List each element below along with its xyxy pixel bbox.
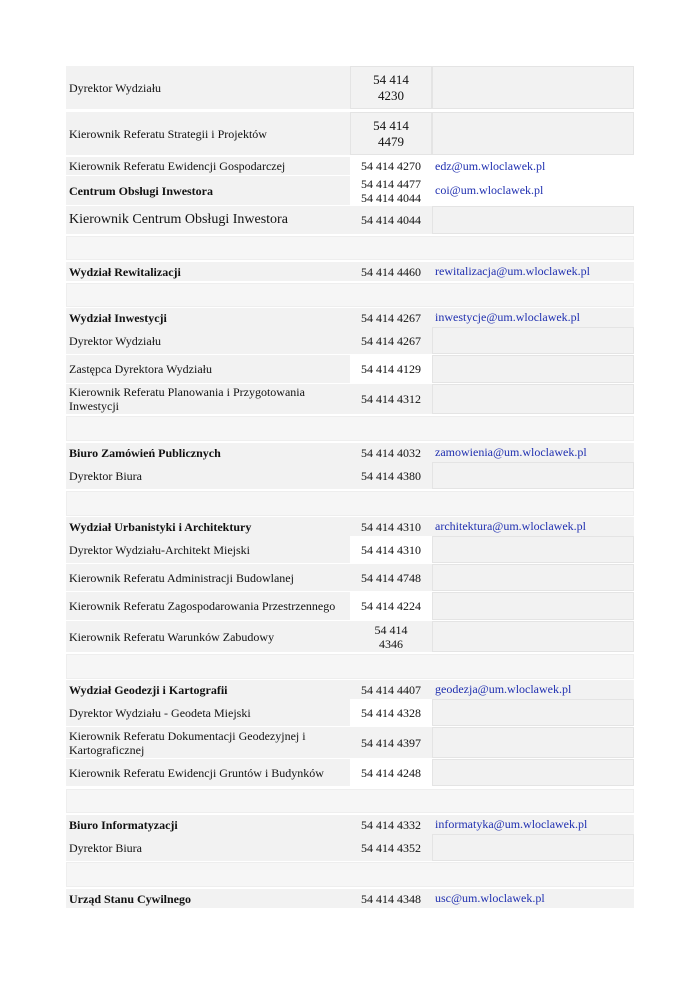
- phone-number: 54 414 4230: [350, 66, 432, 109]
- table-row: [66, 176, 634, 205]
- email-address: [432, 462, 634, 489]
- entry-name: Wydział Urbanistyki i Architektury: [66, 517, 350, 536]
- email-address[interactable]: geodezja@um.wloclawek.pl: [432, 680, 634, 699]
- entry-name: Dyrektor Wydziału - Geodeta Miejski: [66, 699, 350, 726]
- entry-name: Wydział Geodezji i Kartografii: [66, 680, 350, 699]
- entry-name: Kierownik Referatu Administracji Budowlanej: [66, 564, 350, 591]
- phone-number: 54 414 4224: [361, 599, 421, 613]
- phone-number: 54 414 4129: [361, 362, 421, 376]
- table-row: [66, 262, 634, 281]
- section-spacer: [66, 654, 634, 679]
- phone-number: 54 414 4346: [350, 621, 432, 652]
- email-address: [432, 66, 634, 109]
- entry-name: Kierownik Referatu Planowania i Przygotowania Inwestycji: [66, 384, 350, 414]
- phone-number: 54 414 4348: [350, 889, 432, 908]
- section-spacer: [66, 862, 634, 887]
- entry-name: Dyrektor Wydziału: [66, 66, 350, 109]
- phone-number: 54 414 4310: [350, 517, 432, 536]
- phone-number: 54 414 4460: [350, 262, 432, 281]
- phone-number: 54 414 4748: [350, 564, 432, 591]
- email-address: [432, 592, 634, 620]
- section-spacer: [66, 236, 634, 260]
- email-address: [432, 327, 634, 354]
- entry-name: Kierownik Referatu Warunków Zabudowy: [66, 621, 350, 652]
- entry-name: Kierownik Referatu Ewidencji Gospodarczej: [66, 157, 350, 175]
- email-address[interactable]: edz@um.wloclawek.pl: [435, 158, 546, 173]
- table-row: [66, 157, 634, 175]
- email-address[interactable]: coi@um.wloclawek.pl: [435, 183, 544, 197]
- phone-number: 54 414 4310: [361, 542, 421, 557]
- table-row: [66, 536, 634, 563]
- phone-number: 54 414 4032: [350, 443, 432, 462]
- table-row: [66, 443, 634, 462]
- phone-number: 54 414 4407: [350, 680, 432, 699]
- table-row: [66, 206, 634, 234]
- email-address: [432, 699, 634, 726]
- section-spacer: [66, 491, 634, 516]
- entry-name: Dyrektor Biura: [66, 834, 350, 861]
- table-row: [66, 680, 634, 699]
- entry-name: Wydział Inwestycji: [66, 308, 350, 327]
- section-spacer: [66, 283, 634, 307]
- table-row: [66, 355, 634, 383]
- phone-number: 54 414 4380: [350, 462, 432, 489]
- table-row: [66, 815, 634, 834]
- email-address[interactable]: rewitalizacja@um.wloclawek.pl: [432, 262, 634, 281]
- table-row: [66, 112, 634, 155]
- email-address: [432, 112, 634, 155]
- section-spacer: [66, 789, 634, 813]
- email-address: [432, 564, 634, 591]
- email-address: [432, 727, 634, 758]
- entry-name: Kierownik Referatu Ewidencji Gruntów i Budynków: [66, 759, 350, 786]
- entry-name: Dyrektor Biura: [66, 462, 350, 489]
- entry-name: Kierownik Referatu Dokumentacji Geodezyjnej i Kartograficznej: [66, 727, 350, 758]
- phone-number: 54 414 4328: [361, 705, 421, 720]
- phone-number: 54 414 4397: [350, 727, 432, 758]
- email-address: [432, 384, 634, 414]
- entry-name: Biuro Zamówień Publicznych: [66, 443, 350, 462]
- email-address[interactable]: architektura@um.wloclawek.pl: [432, 517, 634, 536]
- entry-name: Wydział Rewitalizacji: [66, 262, 350, 281]
- table-row: [66, 384, 634, 414]
- table-row: [66, 889, 634, 908]
- phone-number: 54 414 4267: [350, 327, 432, 354]
- table-row: [66, 699, 634, 726]
- phone-number: 54 414 4270: [361, 159, 421, 173]
- table-row: [66, 327, 634, 354]
- table-row: [66, 308, 634, 327]
- table-row: [66, 564, 634, 591]
- entry-name: Kierownik Referatu Zagospodarowania Przestrzennego: [66, 592, 350, 620]
- table-row: [66, 727, 634, 758]
- phone-number: 54 414 4477 54 414 4044: [361, 176, 421, 205]
- entry-name: Zastępca Dyrektora Wydziału: [66, 355, 350, 383]
- entry-name: Urząd Stanu Cywilnego: [66, 889, 350, 908]
- email-address: [432, 834, 634, 861]
- entry-name: Centrum Obsługi Inwestora: [66, 176, 350, 205]
- email-address[interactable]: usc@um.wloclawek.pl: [432, 889, 634, 908]
- email-address[interactable]: informatyka@um.wloclawek.pl: [432, 815, 634, 834]
- phone-number: 54 414 4248: [361, 765, 421, 780]
- table-row: [66, 834, 634, 861]
- email-address[interactable]: inwestycje@um.wloclawek.pl: [432, 308, 634, 327]
- phone-number: 54 414 4479: [350, 112, 432, 155]
- section-spacer: [66, 416, 634, 441]
- email-address: [432, 621, 634, 652]
- email-address[interactable]: zamowienia@um.wloclawek.pl: [432, 443, 634, 462]
- table-row: [66, 759, 634, 786]
- entry-name: Kierownik Referatu Strategii i Projektów: [66, 112, 350, 155]
- table-row: [66, 462, 634, 489]
- email-address: [432, 206, 634, 234]
- phone-number: 54 414 4267: [350, 308, 432, 327]
- table-row: [66, 621, 634, 652]
- email-address: [432, 759, 634, 786]
- phone-number: 54 414 4332: [350, 815, 432, 834]
- entry-name: Kierownik Centrum Obsługi Inwestora: [66, 206, 350, 234]
- table-row: [66, 592, 634, 620]
- entry-name: Dyrektor Wydziału-Architekt Miejski: [66, 536, 350, 563]
- table-row: [66, 517, 634, 536]
- phone-number: 54 414 4312: [350, 384, 432, 414]
- entry-name: Dyrektor Wydziału: [66, 327, 350, 354]
- email-address: [432, 536, 634, 563]
- phone-number: 54 414 4044: [350, 206, 432, 234]
- phone-number: 54 414 4352: [350, 834, 432, 861]
- email-address: [432, 355, 634, 383]
- table-row: [66, 66, 634, 109]
- entry-name: Biuro Informatyzacji: [66, 815, 350, 834]
